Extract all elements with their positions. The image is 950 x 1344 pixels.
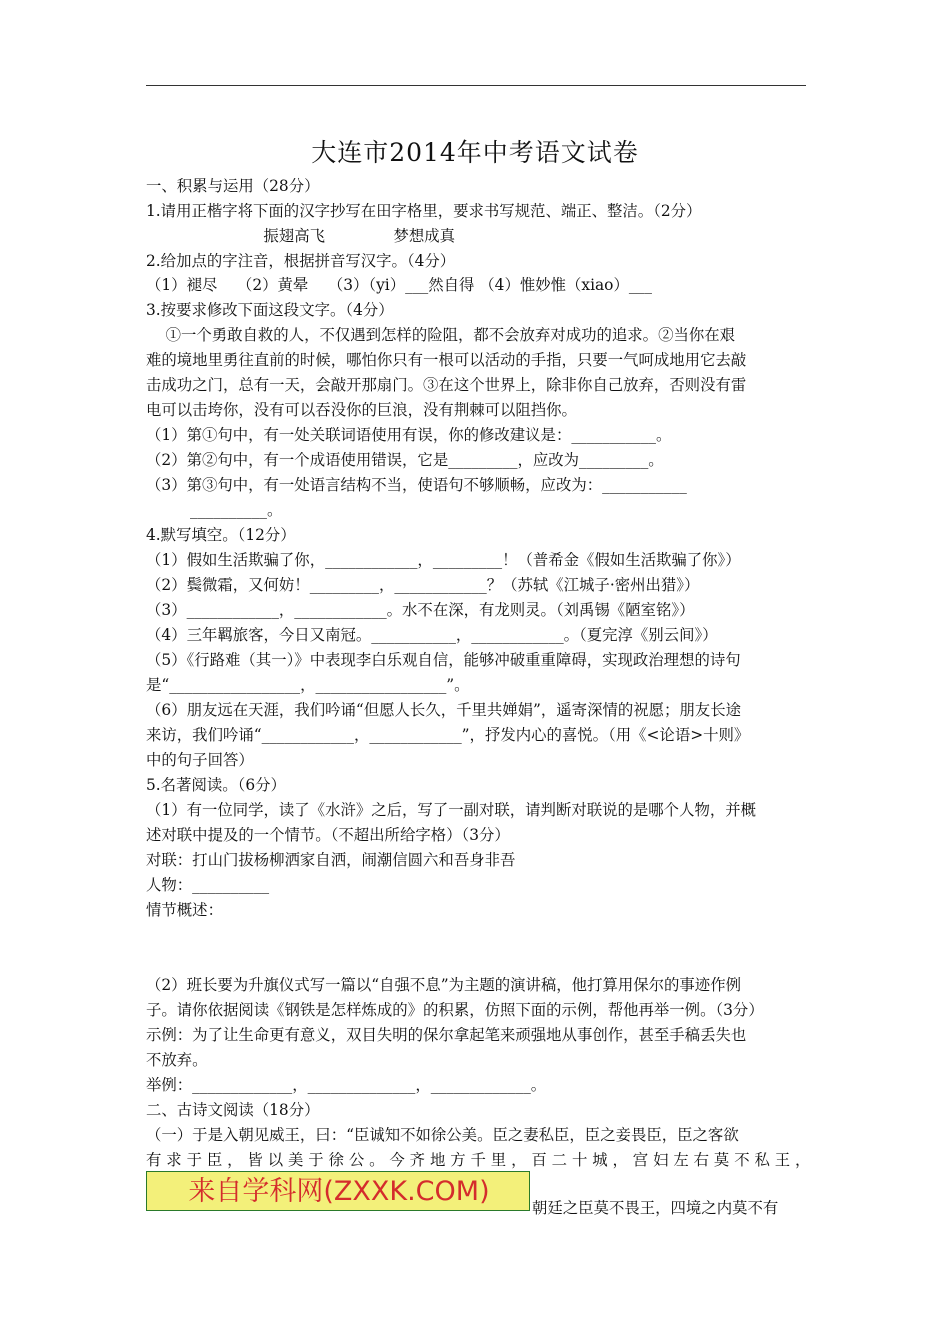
text-line: ①一个勇敢自救的人，不仅遇到怎样的险阻，都不会放弃对成功的追求。②当你在艰 [146, 326, 736, 344]
text-line: （5）《行路难（其一）》中表现李白乐观自信，能够冲破重重障碍，实现政治理想的诗句 [146, 651, 741, 669]
text-line: 振翅高飞 梦想成真 [146, 227, 456, 245]
text-line: 述对联中提及的一个情节。（不超出所给字格）（3分） [146, 826, 510, 844]
text-line: （1）有一位同学，读了《水浒》之后，写了一副对联，请判断对联说的是哪个人物，并概 [146, 801, 757, 819]
text-line: 人物：__________ [146, 876, 270, 894]
text-line: （2）第②句中，有一个成语使用错误，它是_________，应改为_________。 [146, 451, 664, 469]
text-line: 难的境地里勇往直前的时候，哪怕你只有一根可以活动的手指，只要一气呵成地用它去敲 [146, 351, 747, 369]
text-line: （3）____________，____________。水不在深，有龙则灵。（刘禹锡《陋室铭》） [146, 601, 695, 619]
text-line: 对联：打山门拔杨柳洒家自洒，闹潮信圆六和吾身非吾 [146, 851, 516, 869]
text-line: （1）第①句中，有一处关联词语使用有误，你的修改建议是：___________。 [146, 426, 672, 444]
text-line: （一）于是入朝见威王，曰：“臣诚知不如徐公美。臣之妻私臣，臣之妾畏臣，臣之客欲 [146, 1126, 739, 1144]
text-line: 5.名著阅读。（6分） [146, 776, 286, 794]
text-line: （4）三年羁旅客，今日又南冠。___________，____________。（夏完淳《别云间》） [146, 626, 718, 644]
text-line: （1）假如生活欺骗了你，____________，_________！（普希金《假如生活欺骗了你》） [146, 551, 741, 569]
header-rule [146, 85, 806, 86]
text-line: 3.按要求修改下面这段文字。（4分） [146, 301, 394, 319]
text-line: 中的句子回答） [146, 751, 254, 769]
text-line: （1）褪尽 （2）黄晕 （3）（yi）___然自得 （4）惟妙惟（xiao）___ [146, 276, 652, 294]
text-line: 4.默写填空。（12分） [146, 526, 296, 544]
text-line-tail: 朝廷之臣莫不畏王，四境之内莫不有 [532, 1199, 779, 1217]
text-line: 不放弃。 [146, 1051, 208, 1069]
watermark-text: 来自学科网(ZXXK.COM) [188, 1176, 490, 1207]
text-line: __________。 [146, 501, 283, 519]
text-line: （2）班长要为升旗仪式写一篇以“自强不息”为主题的演讲稿，他打算用保尔的事迹作例 [146, 976, 741, 994]
watermark-banner [146, 1171, 530, 1211]
text-line: 1.请用正楷字将下面的汉字抄写在田字格里，要求书写规范、端正、整洁。（2分） [146, 202, 702, 220]
text-line: 是“_________________，_________________”。 [146, 676, 470, 694]
text-line: 子。请你依据阅读《钢铁是怎样炼成的》的积累，仿照下面的示例，帮他再举一例。（3分） [146, 1001, 764, 1019]
text-line: 来访，我们吟诵“____________，____________”，抒发内心的喜悦。（用《<论语>十则》 [146, 726, 750, 744]
text-line: 有 求 于 臣 ， 皆 以 美 于 徐 公 。 今 齐 地 方 千 里 ， 百 二 十 城 ， 宫 妇 左 右 莫 不 私 王 ， [146, 1151, 811, 1169]
text-line: （6）朋友远在天涯，我们吟诵“但愿人长久，千里共婵娟”，遥寄深情的祝愿；朋友长途 [146, 701, 741, 719]
text-line: 二、古诗文阅读（18分） [146, 1101, 320, 1119]
text-line: 示例：为了让生命更有意义，双目失明的保尔拿起笔来顽强地从事创作，甚至手稿丢失也 [146, 1026, 747, 1044]
text-line: （2）鬓微霜，又何妨！_________，____________？（苏轼《江城子·密州出猎》） [146, 576, 700, 594]
text-line: （3）第③句中，有一处语言结构不当，使语句不够顺畅，应改为：___________ [146, 476, 687, 494]
text-line: 击成功之门，总有一天，会敲开那扇门。③在这个世界上，除非你自己放弃，否则没有雷 [146, 376, 747, 394]
text-line: 情节概述： [146, 901, 223, 919]
text-line: 举例：_____________，______________，_____________。 [146, 1076, 547, 1094]
text-line: 电可以击垮你，没有可以吞没你的巨浪，没有荆棘可以阻挡你。 [146, 401, 577, 419]
text-line: 一、积累与运用（28分） [146, 177, 320, 195]
page-title: 大连市2014年中考语文试卷 [311, 138, 639, 167]
text-line: 2.给加点的字注音，根据拼音写汉字。（4分） [146, 252, 456, 270]
